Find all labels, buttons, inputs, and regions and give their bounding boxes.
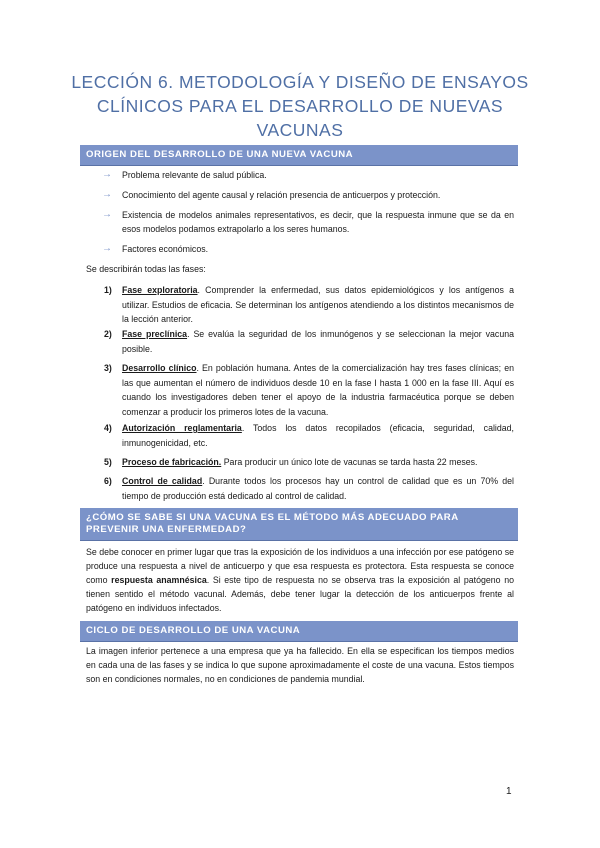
section3-paragraph: La imagen inferior pertenece a una empresa que ya ha fallecido. En ella se especifican los tiempos medios en cada una de las fases y se indica lo que supone aproximadamente el coste de una vacuna. Estos tiempos son en condiciones normales, no en condiciones de pandemia mundial. [86, 646, 514, 684]
phase-number: 1) [104, 285, 112, 295]
bullet-item: Problema relevante de salud pública. [122, 170, 267, 180]
phase-item [122, 327, 514, 356]
phase-number: 6) [104, 476, 112, 486]
section-heading-metodo: ¿CÓMO SE SABE SI UNA VACUNA ES EL MÉTODO MÁS ADECUADO PARA PREVENIR UNA ENFERMEDAD? [80, 508, 518, 540]
bullet-item: Factores económicos. [122, 244, 209, 254]
phase-description: . Todos los datos recopilados (eficacia, seguridad, calidad, inmunogenicidad, etc. [122, 423, 514, 448]
arrow-bullet-icon: → [102, 243, 112, 254]
arrow-bullet-icon: → [102, 169, 112, 180]
section-heading-ciclo: CICLO DE DESARROLLO DE UNA VACUNA [80, 621, 518, 641]
highlight-term: respuesta anamnésica [111, 575, 207, 585]
phase-item [122, 283, 514, 327]
paragraph-text: Se debe conocer en primer lugar que tras la exposición de los individuos a una infección por ese patógeno se produce una respuesta a nivel de anticuerpo y que esa respuesta es protectora. Esta respuesta se conoce como [86, 547, 514, 585]
phase-item [122, 421, 514, 450]
phase-description: . Durante todos los procesos hay un control de calidad que es un 70% del tiempo de producción está dedicado al control de calidad. [122, 476, 514, 501]
phase-description: . Comprender la enfermedad, sus datos epidemiológicos y los antígenos a utilizar. Estudios de eficacia. Se determinan los antígenos atendiendo a los distintos mecanismos de la lección anterior. [122, 285, 514, 324]
phase-name: Fase exploratoria [122, 285, 198, 295]
phase-description: . En población humana. Antes de la comercialización hay tres fases clínicas; en las que aumentan el número de individuos desde 10 en la fase I hasta 1 000 en la fase III. Aquí es cuando los investigadores deben tener el apoyo de la industria farmacéutica porque se deben comenzar a producir los primeros lotes de la vacuna. [122, 363, 515, 417]
phase-item [122, 455, 514, 470]
phase-name: Desarrollo clínico [122, 363, 197, 373]
phase-item [122, 361, 514, 419]
bullet-item: Conocimiento del agente causal y relación presencia de anticuerpos y protección. [122, 190, 441, 200]
phase-name: Fase preclínica [122, 329, 188, 339]
phase-description: Para producir un único lote de vacunas se tarda hasta 22 meses. [221, 457, 478, 467]
page-number: 1 [506, 786, 512, 797]
arrow-bullet-icon: → [102, 189, 112, 200]
section-heading-origen: ORIGEN DEL DESARROLLO DE UNA NUEVA VACUNA [80, 145, 518, 165]
section2-paragraph [86, 545, 514, 615]
phases-intro: Se describirán todas las fases: [86, 264, 206, 274]
phase-number: 2) [104, 329, 112, 339]
phase-name: Control de calidad [122, 476, 203, 486]
phase-number: 3) [104, 363, 112, 373]
bullet-item: Existencia de modelos animales representativos, es decir, que la respuesta inmune que se da en esos modelos podamos extrapolarlo a los seres humanos. [122, 210, 514, 234]
phase-number: 4) [104, 423, 112, 433]
page-title: LECCIÓN 6. METODOLOGÍA Y DISEÑO DE ENSAYOS CLÍNICOS PARA EL DESARROLLO DE NUEVAS VACUNAS [71, 72, 529, 140]
phase-description: . Se evalúa la seguridad de los inmunógenos y se seleccionan la mejor vacuna posible. [122, 329, 514, 354]
paragraph-text: . Si este tipo de respuesta no se observa tras la exposición al patógeno no tienen sentido el método vacunal. Además, debe tener lugar la detección de los anticuerpos frente al patógeno en individuos infectados. [86, 575, 514, 613]
phase-name: Proceso de fabricación. [122, 457, 222, 467]
phase-number: 5) [104, 457, 112, 467]
phase-name: Autorización reglamentaria [122, 423, 242, 433]
phase-item [122, 474, 514, 503]
arrow-bullet-icon: → [102, 209, 112, 220]
